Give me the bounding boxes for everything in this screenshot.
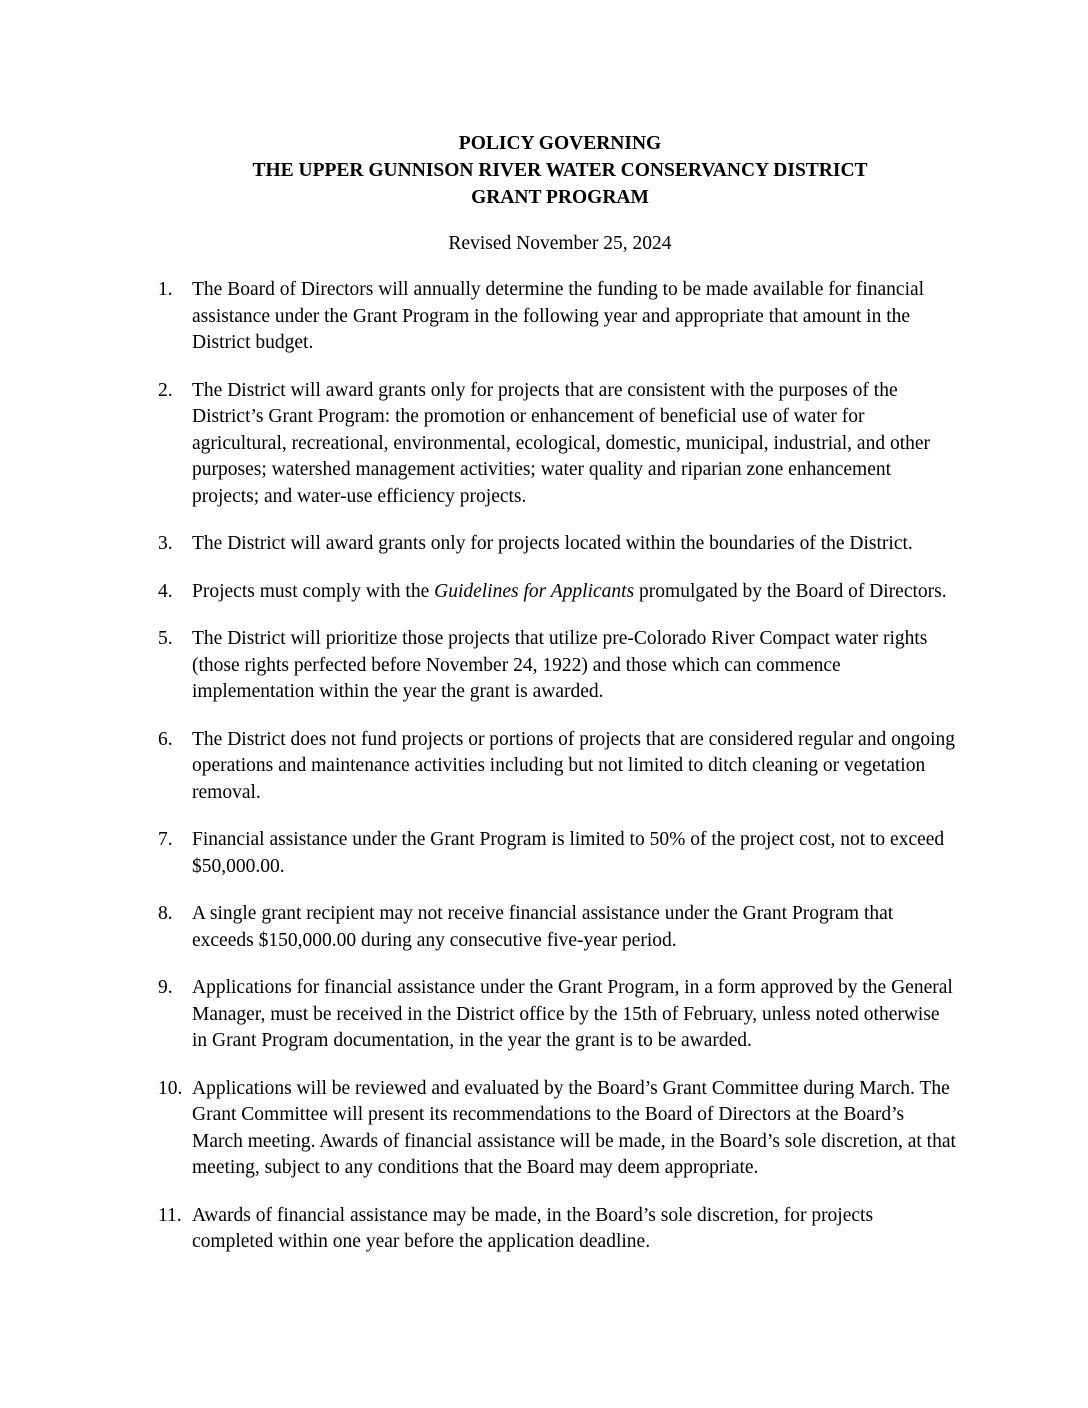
item-number: 6. [158,728,173,750]
policy-item-5 [158,626,958,706]
policy-item-3 [158,531,958,558]
title-line-1: POLICY GOVERNING [458,133,662,154]
item-number: 9. [158,977,173,998]
item-text: A single grant recipient may not receive financial assistance under the Grant Program that exceeds $150,000.00 during any consecutive five-year period. [192,903,894,951]
policy-item-6 [158,727,958,807]
policy-item-4 [158,579,958,606]
item-number: 1. [158,279,173,300]
item-text-after: promulgated by the Board of Directors. [634,580,947,602]
policy-list [158,277,958,1277]
title-line-2: THE UPPER GUNNISON RIVER WATER CONSERVANCY DISTRICT [252,160,868,181]
item-text: The District will award grants only for projects that are consistent with the purposes of the District’s Grant Program: the promotion or enhancement of beneficial use of water for agricultural, recreational, environmental, ecological, domestic, municipal, industrial, and other purposes; watershed management activities; water quality and riparian zone enhancement projects; and water-use efficiency projects. [192,379,931,507]
revised-date: Revised November 25, 2024 [448,233,672,254]
item-number: 4. [158,580,173,602]
item-text: Applications for financial assistance under the Grant Program, in a form approved by the General Manager, must be received in the District office by the 15th of February, unless noted otherwise in Grant Program documentation, in the year the grant is to be awarded. [192,977,953,1051]
policy-item-10 [158,1076,958,1182]
item-number: 10. [158,1077,183,1099]
item-text: Applications will be reviewed and evaluated by the Board’s Grant Committee during March. The Grant Committee will present its recommendations to the Board of Directors at the Board’s March meeting. Awards of financial assistance will be made, in the Board’s sole discretion, at that meeting, subject to any conditions that the Board may deem appropriate. [192,1077,956,1178]
item-text [192,579,958,606]
item-number: 2. [158,379,173,401]
item-number: 3. [158,533,173,554]
item-text: The District will prioritize those projects that utilize pre-Colorado River Compact water rights (those rights perfected before November 24, 1922) and those which can commence implementation within the year the grant is awarded. [192,628,928,702]
item-text: Financial assistance under the Grant Program is limited to 50% of the project cost, not to exceed $50,000.00. [192,829,945,877]
item-number: 7. [158,829,173,850]
item-number: 11. [158,1204,182,1226]
item-text: The District will award grants only for projects located within the boundaries of the District. [192,533,913,554]
policy-item-1 [158,277,958,357]
policy-item-7 [158,827,958,880]
item-number: 5. [158,628,173,649]
title-line-3: GRANT PROGRAM [471,187,649,208]
policy-item-2 [158,378,958,511]
document-title [0,130,1088,211]
policy-item-11 [158,1203,958,1256]
item-text: Awards of financial assistance may be made, in the Board’s sole discretion, for projects completed within one year before the application deadline. [192,1204,874,1252]
item-number: 8. [158,903,173,924]
guidelines-title: Guidelines for Applicants [434,580,635,602]
policy-item-9 [158,975,958,1055]
item-text: The Board of Directors will annually determine the funding to be made available for financial assistance under the Grant Program in the following year and appropriate that amount in the District budget. [192,279,925,353]
policy-item-8 [158,901,958,954]
item-text-before: Projects must comply with the [192,580,435,602]
item-text: The District does not fund projects or portions of projects that are considered regular and ongoing operations and maintenance activities including but not limited to ditch cleaning or vegetation removal. [192,728,955,803]
